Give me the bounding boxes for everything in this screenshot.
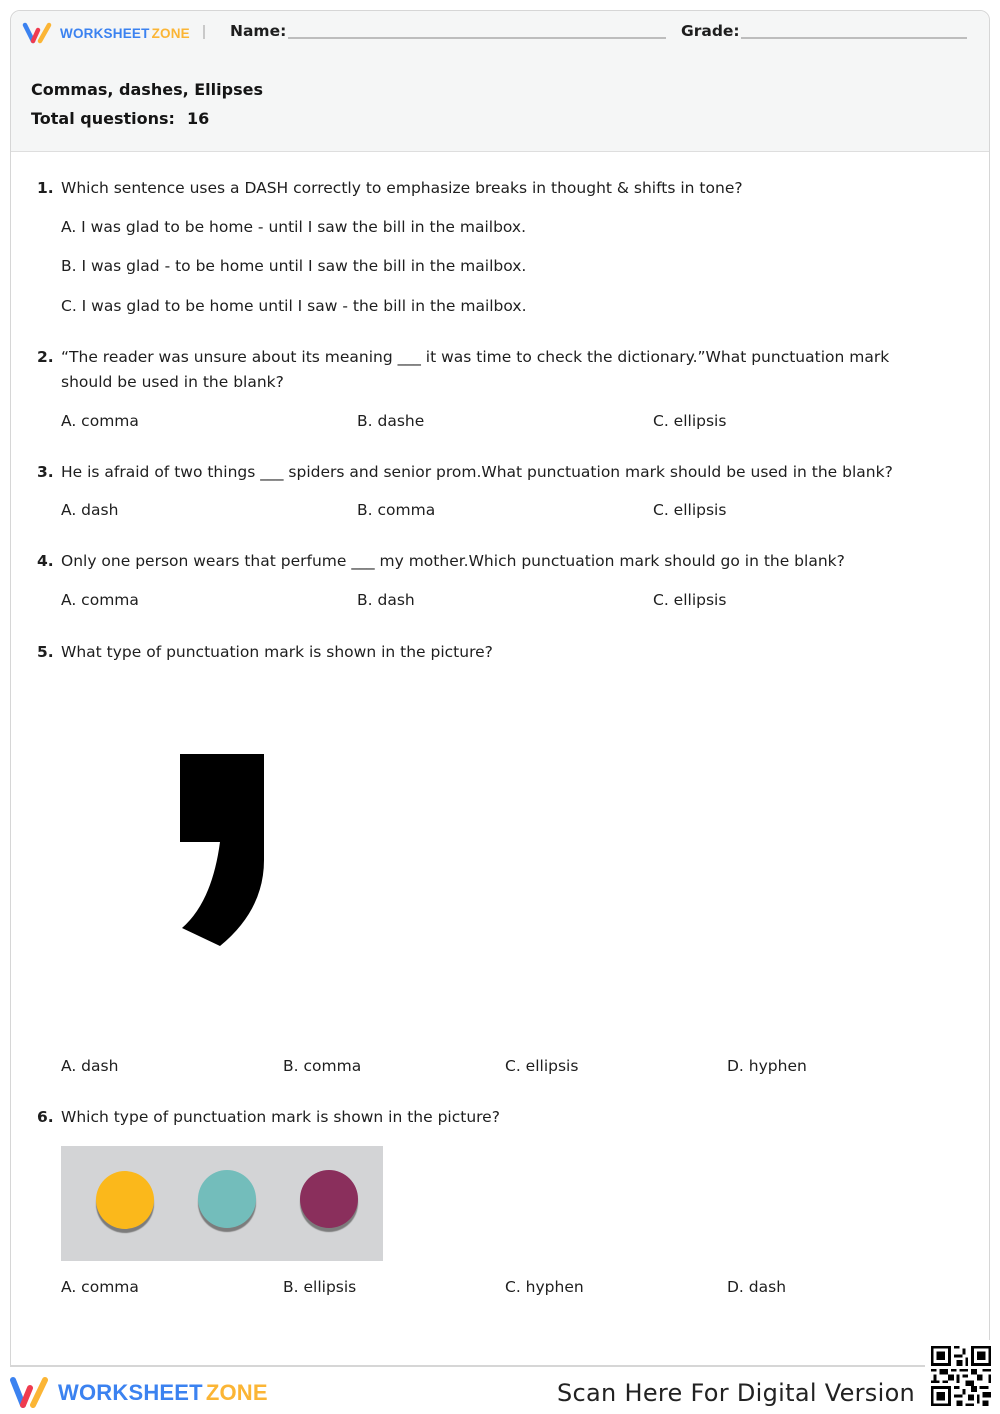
- worksheet-zone-logo-icon: [8, 1375, 52, 1411]
- option-c[interactable]: C. ellipsis: [653, 501, 727, 519]
- question-number: 5.: [37, 643, 54, 661]
- option-c[interactable]: C. I was glad to be home until I saw - the bill in the mailbox.: [61, 297, 527, 315]
- maroon-dot: [300, 1170, 358, 1228]
- footer-brand-logo[interactable]: [8, 1375, 268, 1411]
- header-divider: [203, 25, 205, 39]
- option-a[interactable]: A. dash: [61, 501, 119, 519]
- qr-code-icon[interactable]: [925, 1340, 997, 1412]
- question-text: Only one person wears that perfume ___ my mother.Which punctuation mark should go in the blank?: [61, 552, 845, 570]
- question-number: 2.: [37, 348, 54, 366]
- grade-field[interactable]: [741, 37, 967, 39]
- ellipsis-dots-image: [61, 1146, 383, 1261]
- question-number: 3.: [37, 463, 54, 481]
- option-a[interactable]: A. dash: [61, 1057, 119, 1075]
- yellow-dot: [96, 1171, 154, 1229]
- total-questions-value: 16: [186, 109, 210, 128]
- name-field[interactable]: [288, 37, 666, 39]
- name-label: Name:: [230, 22, 287, 40]
- question-text: “The reader was unsure about its meaning ___ it was time to check the dictionary.”What punctuation mark should be used in the blank?: [61, 348, 890, 391]
- option-b[interactable]: B. dashe: [357, 412, 425, 430]
- brand-wordmark: WORKSHEET ZONE: [58, 1380, 268, 1405]
- brand-wordmark: WORKSHEET ZONE: [60, 25, 190, 41]
- option-a[interactable]: A. I was glad to be home - until I saw the bill in the mailbox.: [61, 218, 527, 236]
- question-text: Which sentence uses a DASH correctly to emphasize breaks in thought & shifts in tone?: [61, 179, 743, 197]
- scan-instruction: Scan Here For Digital Version: [557, 1379, 916, 1407]
- brand-logo[interactable]: [22, 22, 190, 44]
- question-number: 1.: [37, 179, 54, 197]
- teal-dot: [198, 1170, 256, 1228]
- question-text: What type of punctuation mark is shown in the picture?: [61, 643, 493, 661]
- footer-divider: [10, 1365, 990, 1367]
- worksheet-title: Commas, dashes, Ellipses: [31, 80, 263, 99]
- option-a[interactable]: A. comma: [61, 412, 139, 430]
- option-b[interactable]: B. dash: [357, 591, 415, 609]
- option-a[interactable]: A. comma: [61, 591, 139, 609]
- comma-glyph-image: [168, 742, 268, 952]
- question-text: Which type of punctuation mark is shown in the picture?: [61, 1108, 500, 1126]
- option-b[interactable]: B. ellipsis: [283, 1278, 357, 1296]
- option-a[interactable]: A. comma: [61, 1278, 139, 1296]
- option-d[interactable]: D. dash: [727, 1278, 787, 1296]
- option-c[interactable]: C. ellipsis: [653, 591, 727, 609]
- worksheet-zone-logo-icon: [22, 22, 56, 44]
- grade-label: Grade:: [681, 22, 740, 40]
- option-d[interactable]: D. hyphen: [727, 1057, 807, 1075]
- option-c[interactable]: C. ellipsis: [505, 1057, 579, 1075]
- option-b[interactable]: B. I was glad - to be home until I saw the bill in the mailbox.: [61, 257, 527, 275]
- option-c[interactable]: C. ellipsis: [653, 412, 727, 430]
- total-questions-label: Total questions:: [31, 109, 175, 128]
- question-number: 4.: [37, 552, 54, 570]
- question-text: He is afraid of two things ___ spiders and senior prom.What punctuation mark should be used in the blank?: [61, 463, 893, 481]
- option-b[interactable]: B. comma: [283, 1057, 362, 1075]
- question-number: 6.: [37, 1108, 54, 1126]
- option-c[interactable]: C. hyphen: [505, 1278, 584, 1296]
- total-questions: [31, 109, 209, 128]
- option-b[interactable]: B. comma: [357, 501, 436, 519]
